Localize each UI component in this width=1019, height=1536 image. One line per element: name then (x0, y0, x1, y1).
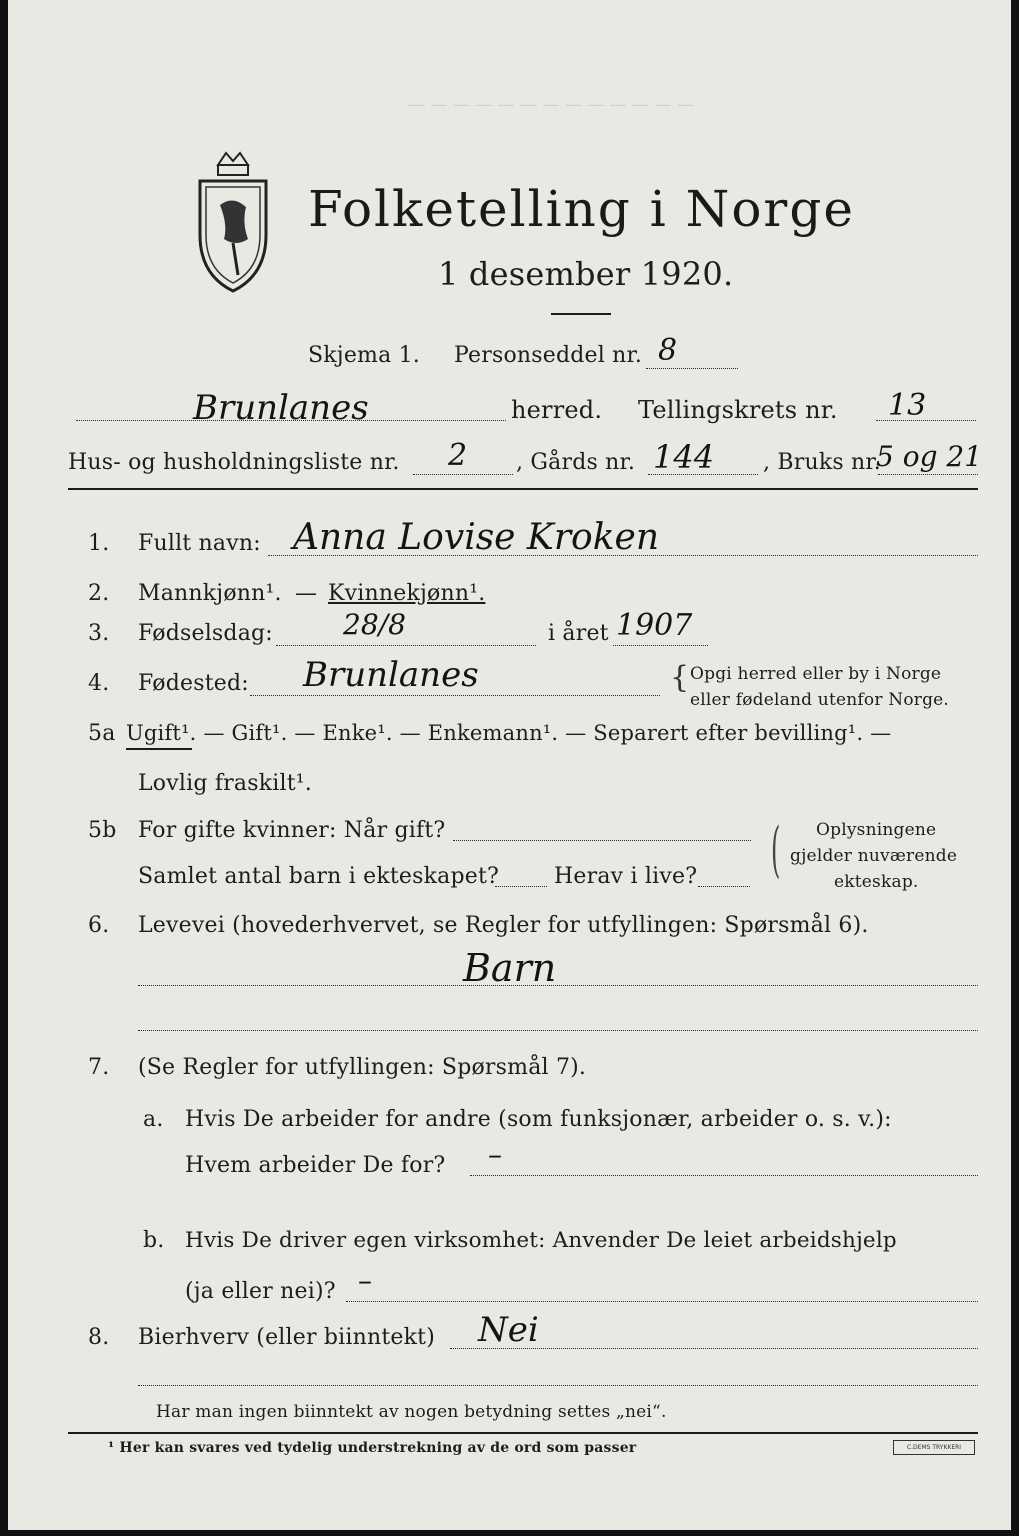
tellingskrets-label: Tellingskrets nr. (638, 396, 838, 424)
marital-status-options[interactable]: Ugift¹. — Gift¹. — Enke¹. — Enkemann¹. — Separert efter bevilling¹. — (126, 721, 892, 745)
q7a-letter: a. (143, 1107, 164, 1132)
hired-help-value[interactable]: – (358, 1264, 372, 1297)
gender-separator: — (295, 581, 318, 606)
personseddel-label: Personseddel nr. (454, 343, 643, 368)
employer-value[interactable]: – (488, 1138, 502, 1171)
note-brace: ( (771, 815, 781, 885)
husliste-label: Hus- og husholdningsliste nr. (68, 450, 400, 475)
birthday-label: Fødselsdag: (138, 621, 273, 646)
census-date: 1 desember 1920. (438, 255, 734, 293)
married-when-label: For gifte kvinner: Når gift? (138, 818, 446, 843)
coat-of-arms-icon (188, 135, 278, 295)
page-title: Folketelling i Norge (308, 180, 855, 238)
occupation-value[interactable]: Barn (463, 946, 557, 990)
children-total-label: Samlet antal barn i ekteskapet? (138, 864, 500, 889)
census-form-page (8, 0, 1011, 1530)
side-income-label: Bierhverv (eller biinntekt) (138, 1325, 436, 1350)
female-option-selected[interactable]: Kvinnekjønn¹. (328, 581, 486, 606)
tellingskrets-value[interactable]: 13 (888, 388, 927, 423)
birthplace-value[interactable]: Brunlanes (303, 655, 479, 695)
gards-label: , Gårds nr. (516, 450, 636, 475)
herred-label: herred. (511, 396, 603, 424)
q7b-label: Hvis De driver egen virksomhet: Anvender De leiet arbeidshjelp (185, 1228, 897, 1253)
employer-label: Hvem arbeider De for? (185, 1153, 446, 1178)
marriage-note-2: gjelder nuværende (790, 846, 958, 866)
note-brace: { (670, 660, 690, 695)
marriage-note-1: Oplysningene (816, 820, 937, 840)
footer-divider (68, 1432, 978, 1434)
q7-number: 7. (88, 1055, 110, 1080)
q8-number: 8. (88, 1325, 110, 1350)
birth-year-label: i året (548, 621, 609, 646)
footer-note: Har man ingen biinntekt av nogen betydning settes „nei“. (156, 1402, 667, 1422)
children-alive-field[interactable] (698, 886, 750, 887)
marital-status-line2[interactable]: Lovlig fraskilt¹. (138, 771, 312, 796)
birthplace-note-2: eller fødeland utenfor Norge. (690, 690, 950, 710)
hired-help-label: (ja eller nei)? (185, 1279, 336, 1304)
q6-number: 6. (88, 913, 110, 938)
side-income-value[interactable]: Nei (478, 1310, 539, 1350)
section-divider (68, 488, 978, 490)
title-divider (551, 313, 611, 315)
birthplace-label: Fødested: (138, 671, 249, 696)
full-name-value[interactable]: Anna Lovise Kroken (293, 517, 660, 558)
personseddel-value[interactable]: 8 (658, 333, 678, 368)
q1-number: 1. (88, 531, 110, 556)
schema-label: Skjema 1. (308, 343, 421, 368)
q7a-label: Hvis De arbeider for andre (som funksjonær, arbeider o. s. v.): (185, 1107, 892, 1132)
printer-stamp: C.DEMS TRYKKERI (893, 1440, 975, 1455)
ugift-underline (126, 748, 192, 750)
male-option[interactable]: Mannkjønn¹. (138, 581, 282, 606)
q7b-letter: b. (143, 1228, 165, 1253)
married-when-field[interactable] (453, 840, 751, 841)
bleed-through-text: — — — — — — — — — — — — — (408, 95, 694, 115)
q2-number: 2. (88, 581, 110, 606)
full-name-label: Fullt navn: (138, 531, 261, 556)
husliste-value[interactable]: 2 (448, 438, 468, 473)
birth-year-value[interactable]: 1907 (616, 608, 693, 643)
q5b-number: 5b (88, 818, 117, 843)
children-alive-label: Herav i live? (554, 864, 698, 889)
q5a-number: 5a (88, 721, 116, 746)
q3-number: 3. (88, 621, 110, 646)
birthday-value[interactable]: 28/8 (343, 608, 406, 641)
occupation-label: Levevei (hovederhvervet, se Regler for utfyllingen: Spørsmål 6). (138, 913, 869, 938)
marriage-note-3: ekteskap. (834, 872, 919, 892)
q4-number: 4. (88, 671, 110, 696)
side-income-extra-line[interactable] (138, 1385, 978, 1386)
birthplace-note-1: Opgi herred eller by i Norge (690, 664, 942, 684)
occupation-extra-line[interactable] (138, 1030, 978, 1031)
herred-value[interactable]: Brunlanes (193, 388, 369, 428)
gards-value[interactable]: 144 (653, 438, 715, 476)
children-total-field[interactable] (495, 886, 547, 887)
bruks-label: , Bruks nr. (763, 450, 881, 475)
footnote: ¹ Her kan svares ved tydelig understrekning av de ord som passer (108, 1440, 637, 1456)
q7-label: (Se Regler for utfyllingen: Spørsmål 7). (138, 1055, 587, 1080)
bruks-value[interactable]: 5 og 21 (876, 440, 983, 473)
